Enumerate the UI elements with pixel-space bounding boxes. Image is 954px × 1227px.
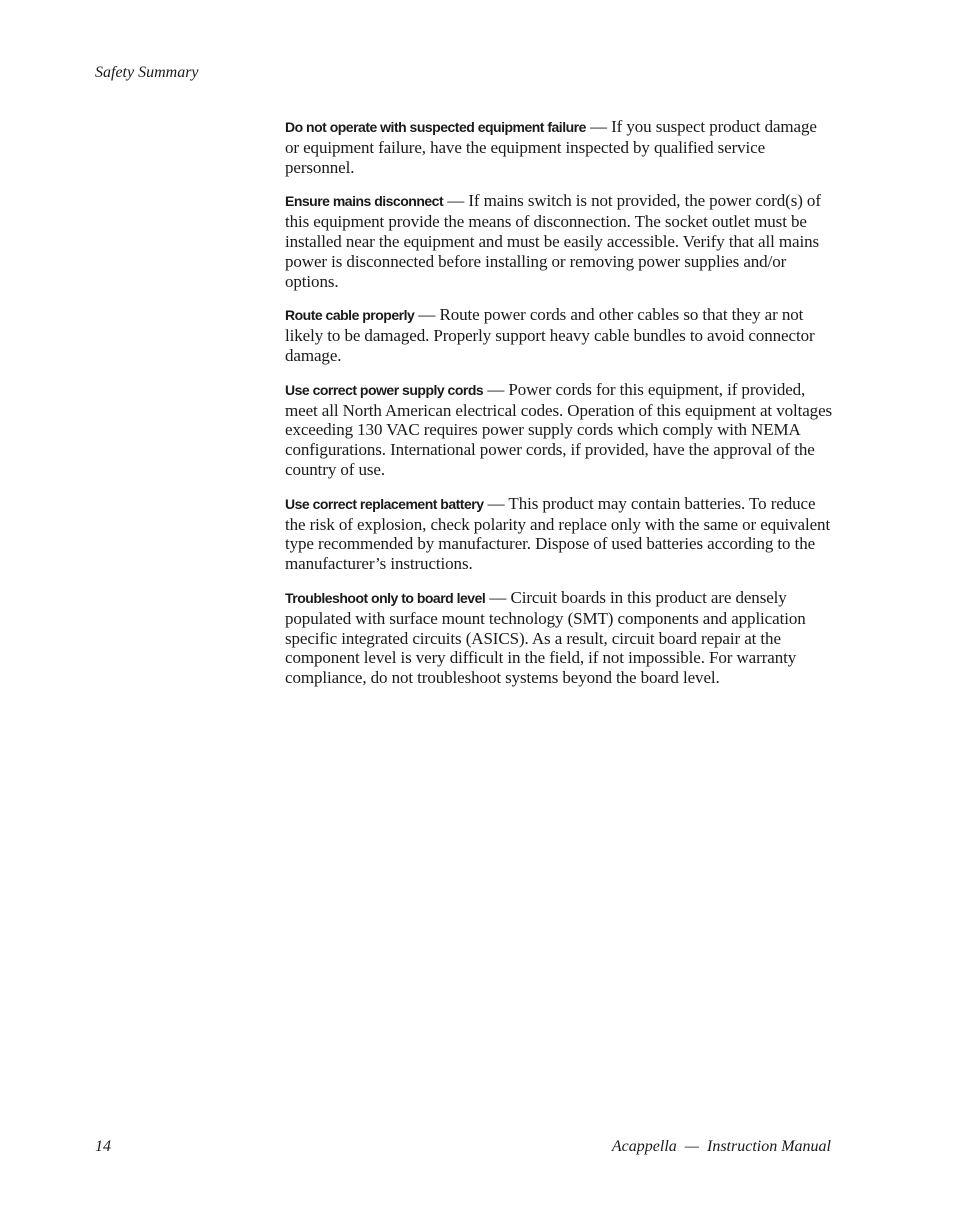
separator: — bbox=[585, 117, 612, 136]
running-head: Safety Summary bbox=[95, 64, 199, 81]
safety-item bbox=[285, 588, 833, 688]
safety-item bbox=[285, 191, 833, 291]
safety-item-text: Power cords for this equipment, if provided, meet all North American electrical codes. Operation of this equipment at voltages exceeding 130 VAC requires power supply cords which comply with NEMA configurations. International power cords, if provided, have the approval of the country of use. bbox=[285, 379, 833, 479]
separator: — bbox=[483, 379, 509, 399]
safety-item bbox=[285, 380, 833, 480]
safety-item-text: If mains switch is not provided, the power cord(s) of this equipment provide the means of disconnection. The socket outlet must be installed near the equipment and must be easily accessible. Verify that all mains power is disconnected before installing or removing power supplies and/or options. bbox=[285, 191, 821, 291]
safety-items bbox=[285, 117, 833, 702]
safety-item-text: Circuit boards in this product are densely populated with surface mount technology (SMT) components and application specific integrated circuits (ASICS). As a result, circuit board repair at the component level is very difficult in the field, if not impossible. For warranty compliance, do not troubleshoot systems beyond the board level. bbox=[285, 587, 806, 688]
safety-item-text: If you suspect product damage or equipment failure, have the equipment inspected by qualified service personnel. bbox=[285, 117, 817, 177]
page-number: 14 bbox=[95, 1138, 111, 1155]
safety-item-text: This product may contain batteries. To reduce the risk of explosion, check polarity and replace only with the same or equivalent type recommended by manufacturer. Dispose of used batteries according to the manufacturer’s instructions. bbox=[285, 493, 831, 574]
separator: — bbox=[443, 191, 469, 211]
safety-item-term: Use correct replacement battery bbox=[285, 495, 484, 512]
safety-item-term: Do not operate with suspected equipment failure bbox=[285, 119, 586, 135]
safety-item bbox=[285, 494, 833, 574]
safety-item-term: Troubleshoot only to board level bbox=[285, 589, 486, 606]
safety-item-term: Ensure mains disconnect bbox=[285, 193, 444, 210]
separator: — bbox=[485, 587, 511, 607]
separator: — bbox=[483, 493, 509, 513]
separator: — bbox=[414, 305, 440, 325]
safety-item-term: Use correct power supply cords bbox=[285, 381, 484, 398]
safety-item bbox=[285, 305, 833, 365]
safety-item-term: Route cable properly bbox=[285, 307, 415, 324]
safety-item bbox=[285, 117, 833, 177]
safety-item-text: Route power cords and other cables so that they ar not likely to be damaged. Properly support heavy cable bundles to avoid connector damage. bbox=[285, 305, 815, 365]
manual-title: Acappella — Instruction Manual bbox=[611, 1138, 831, 1155]
